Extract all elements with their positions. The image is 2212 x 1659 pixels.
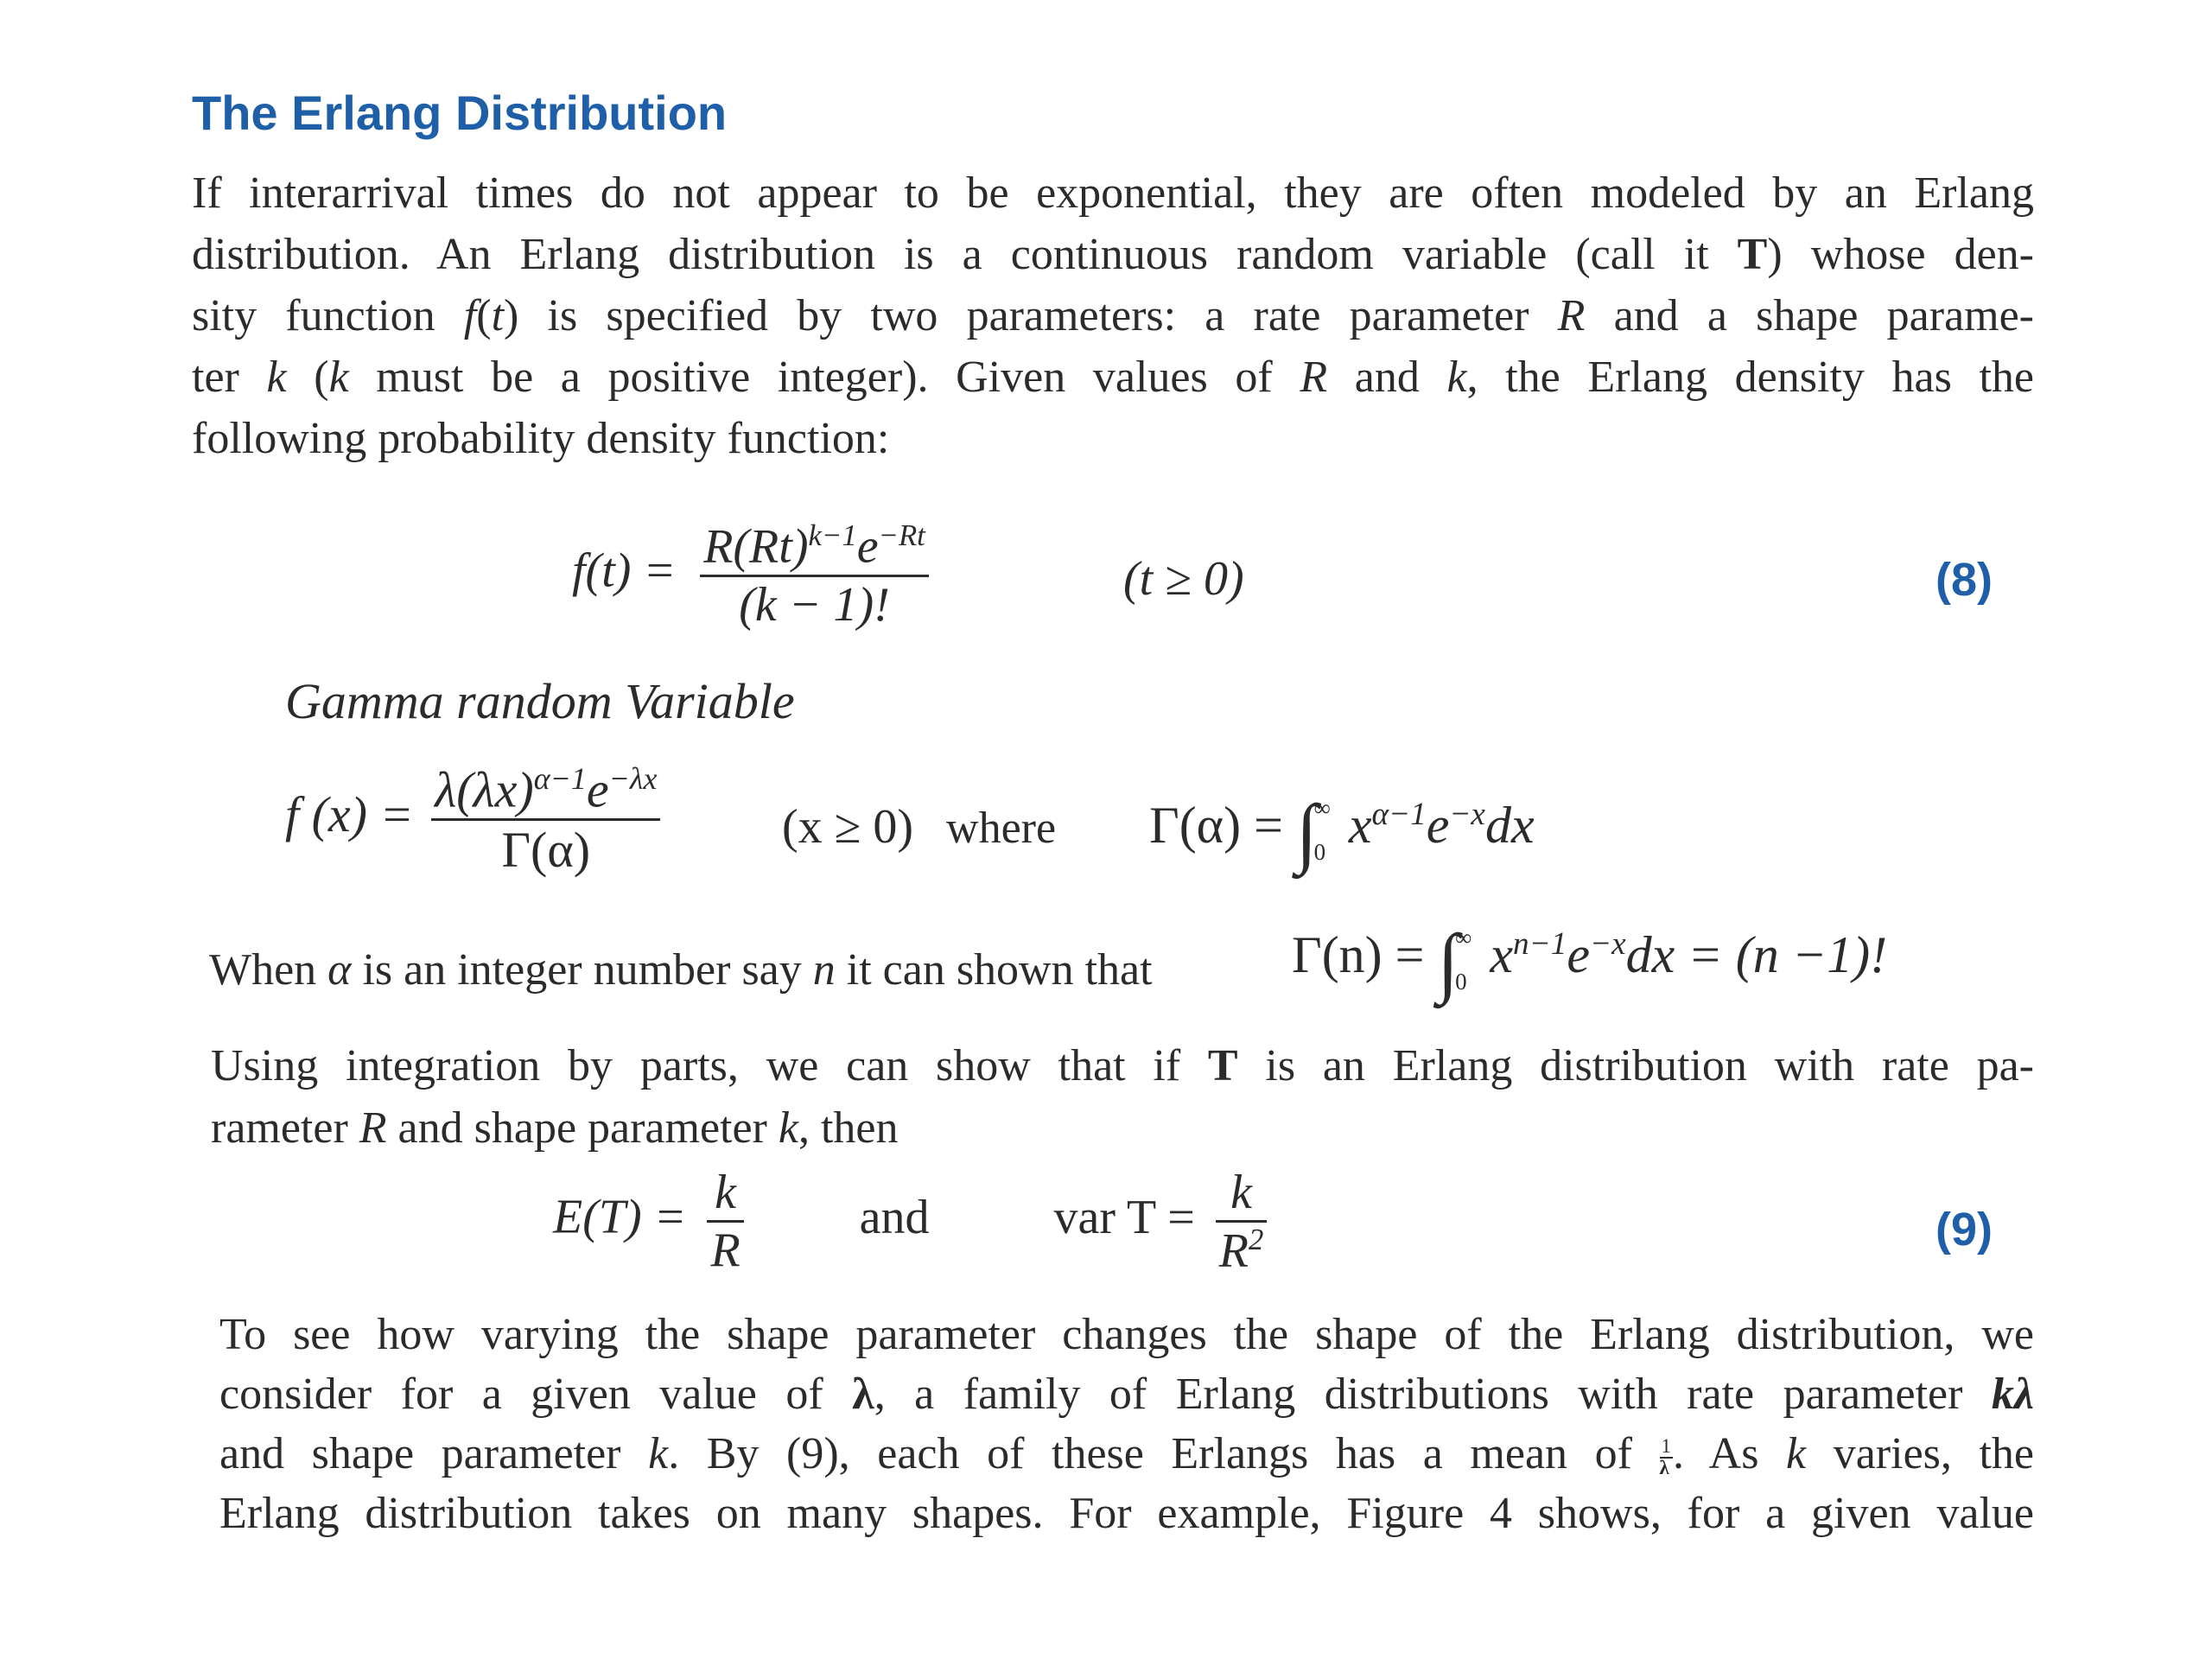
text-run: (: [476, 291, 492, 340]
italic-variable: k: [648, 1429, 669, 1478]
identity-rhs: dx = (n −1)!: [1625, 926, 1888, 984]
paragraph-line: [219, 1305, 2034, 1364]
text-run: sity function: [192, 291, 464, 340]
integrand-e-exponent: −x: [1589, 926, 1626, 963]
text-run: , then: [798, 1103, 899, 1153]
equation-lhs: f (x) =: [285, 785, 414, 842]
identity-lhs: Γ(n) =: [1292, 926, 1425, 984]
lower-limit: 0: [1313, 839, 1326, 866]
variance-lhs: var T =: [1053, 1190, 1195, 1244]
text-run: varies, the: [1806, 1429, 2034, 1478]
numerator-exponent: k−1: [808, 518, 857, 552]
text-run: following probability density function:: [192, 414, 890, 463]
paragraph-line: [192, 408, 2034, 469]
text-run: Erlang distribution takes on many shapes. For example, Figure 4 shows, for a given value: [219, 1489, 2034, 1538]
intro-paragraph: [192, 162, 2034, 469]
integrand-exponent: α−1: [1371, 797, 1427, 833]
text-run: and shape parameter: [386, 1103, 779, 1153]
fraction-denominator: (k − 1)!: [739, 577, 890, 632]
italic-variable: k: [266, 353, 287, 402]
paragraph-line: [192, 346, 2034, 408]
erlang-moments-equation: [553, 1165, 1267, 1279]
text-run: , a family of Erlang distributions with rate parameter: [874, 1370, 1992, 1419]
text-run: and a shape parame-: [1585, 291, 2034, 340]
bold-variable: T: [1207, 1041, 1238, 1090]
text-run: Using integration by parts, we can show that if: [211, 1041, 1208, 1090]
bold-variable: T: [1737, 230, 1768, 279]
integrand-e-exponent: −x: [1449, 797, 1485, 833]
and-word: and: [859, 1190, 930, 1244]
fraction-numerator: [700, 518, 929, 577]
fraction-numerator: k: [707, 1165, 743, 1223]
equation-lhs: f(t) =: [572, 543, 677, 598]
text-run: If interarrival times do not appear to be exponential, they are often modeled by an Erlang: [192, 168, 2034, 218]
italic-variable: f: [463, 291, 477, 340]
equation-fraction: [431, 760, 660, 879]
integration-paragraph: [211, 1035, 2034, 1160]
italic-variable: k: [1446, 353, 1467, 402]
numerator-e: e: [586, 761, 609, 818]
paragraph-line: [219, 1424, 2034, 1484]
equation-number: (9): [1936, 1204, 1993, 1255]
italic-variable: k: [778, 1103, 798, 1153]
italic-variable: α: [327, 945, 352, 995]
text-run: must be a positive integer). Given values of: [348, 353, 1300, 402]
paragraph-line: [192, 285, 2034, 346]
paragraph-line: [219, 1364, 2034, 1424]
italic-variable: R: [1300, 353, 1328, 402]
italic-variable: R: [1557, 291, 1586, 340]
fraction-numerator: 1: [1661, 1435, 1671, 1458]
numerator-exponent: α−1: [533, 761, 587, 796]
fraction-denominator: [1216, 1223, 1268, 1279]
integrand-dx: dx: [1484, 797, 1535, 855]
fraction-denominator: Γ(α): [501, 822, 591, 879]
inline-fraction: [1660, 1437, 1673, 1478]
bold-variable: kλ: [1991, 1370, 2034, 1419]
gamma-integer-identity: [1292, 916, 1887, 1007]
fraction-numerator: [431, 760, 660, 821]
numerator-base: λ(λx): [435, 761, 534, 818]
integrand-e: e: [1567, 926, 1590, 984]
gamma-condition: [782, 799, 1056, 855]
integral-limits: [1314, 786, 1331, 875]
variance-fraction: [1216, 1165, 1268, 1279]
fraction-denominator: R: [710, 1224, 741, 1278]
mean-lhs: E(T) =: [553, 1190, 687, 1244]
numerator-e-exponent: −Rt: [878, 518, 925, 552]
text-run: , the Erlang density has the: [1466, 353, 2034, 402]
italic-variable: n: [812, 945, 836, 995]
text-run: distribution. An Erlang distribution is a continuous random variable (call it: [192, 230, 1738, 279]
integral-sign: ∫: [1437, 919, 1459, 1006]
paragraph-line: [192, 162, 2034, 224]
fraction-denominator: λ: [1659, 1457, 1669, 1479]
paragraph-line: [211, 1097, 2034, 1160]
integrand-exponent: n−1: [1513, 926, 1567, 963]
section-heading: The Erlang Distribution: [192, 86, 728, 140]
text-run: and: [1327, 353, 1447, 402]
upper-limit: ∞: [1313, 795, 1331, 821]
gamma-pdf-equation: [285, 760, 660, 879]
text-run: ) is specified by two parameters: a rate parameter: [504, 291, 1558, 340]
integral-sign: ∫: [1295, 790, 1318, 876]
numerator-base: R(Rt): [703, 519, 809, 574]
paragraph-line: [219, 1484, 2034, 1543]
text-run: ter: [192, 353, 267, 402]
text-run: it can shown that: [835, 945, 1153, 995]
denominator-base: R: [1218, 1224, 1249, 1278]
text-run: consider for a given value of: [219, 1370, 853, 1419]
integral-limits: [1455, 916, 1471, 1005]
text-run: ) whose den-: [1767, 230, 2034, 279]
paragraph-line: [211, 1035, 2034, 1097]
text-run: is an integer number say: [351, 945, 813, 995]
text-run: . As: [1672, 1429, 1787, 1478]
equation-condition: (t ≥ 0): [1123, 552, 1244, 606]
text-run: rameter: [211, 1103, 359, 1153]
integrand-base: x: [1490, 926, 1514, 984]
italic-variable: R: [359, 1103, 387, 1153]
italic-variable: t: [491, 291, 505, 340]
text-run: and shape parameter: [219, 1429, 649, 1478]
text-run: When: [209, 945, 328, 995]
gamma-def-lhs: Γ(α) =: [1149, 797, 1283, 855]
integrand-base: x: [1348, 797, 1372, 855]
denominator-exponent: 2: [1249, 1223, 1264, 1256]
bold-variable: λ: [852, 1370, 874, 1419]
paragraph-line: [192, 224, 2034, 285]
text-run: is an Erlang distribution with rate pa-: [1237, 1041, 2034, 1090]
text-run: (: [286, 353, 329, 402]
italic-variable: k: [1786, 1429, 1807, 1478]
gamma-function-definition: [1149, 786, 1535, 877]
fraction-numerator: k: [1216, 1165, 1268, 1223]
text-run: To see how varying the shape parameter changes the shape of the Erlang distribution, we: [219, 1310, 2034, 1359]
numerator-e-exponent: −λx: [608, 761, 658, 796]
numerator-e: e: [856, 519, 879, 574]
mean-fraction: [707, 1165, 743, 1278]
equation-fraction: [700, 518, 929, 632]
erlang-pdf-equation: [572, 518, 929, 632]
italic-variable: k: [328, 353, 349, 402]
shape-paragraph: [219, 1305, 2034, 1543]
equation-number: (8): [1936, 554, 1993, 606]
gamma-title: Gamma random Variable: [285, 673, 795, 729]
integrand-e: e: [1426, 797, 1450, 855]
upper-limit: ∞: [1455, 925, 1472, 950]
lower-limit: 0: [1455, 969, 1467, 995]
integer-case-text: [209, 944, 1153, 995]
condition-text: (x ≥ 0): [782, 800, 914, 854]
text-run: . By (9), each of these Erlangs has a mean of: [668, 1429, 1660, 1478]
where-word: where: [946, 804, 1057, 853]
